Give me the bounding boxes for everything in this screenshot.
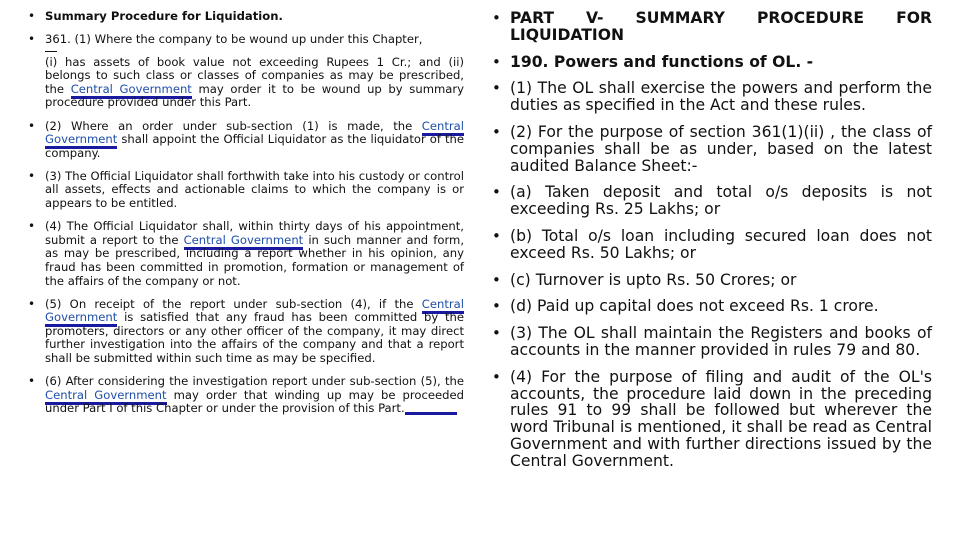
central-government-link: Central Government [71,82,192,99]
right-column [492,10,932,480]
list-item: • (c) Turnover is upto Rs. 50 Crores; or [492,270,797,289]
list-item: • (4) The Official Liquidator shall, within thirty days of his appointment, submit a report to the Central Government in such manner and form, as may be prescribed, including a report whether in his opinion, any fraud has been committed in promotion, formation or management of the affairs of the company or not. [28,219,464,288]
part-heading: PART V- SUMMARY PROCEDURE FOR LIQUIDATION [510,9,932,44]
bullet-icon: • [492,270,501,289]
bullet-icon: • [492,122,501,141]
bullet-icon: • [28,9,36,23]
list-item: • (2) Where an order under sub-section (1) is made, the Central Government shall appoint the Official Liquidator as the liquidator of the company. [28,118,464,160]
left-column [24,10,464,425]
underline-mark [405,412,457,415]
central-government-link: Central Government [45,297,464,328]
list-item [492,10,932,44]
bullet-icon: • [492,183,501,202]
list-item [492,54,932,71]
bullet-icon: • [28,374,36,389]
bullet-icon: • [492,79,501,98]
list-item: • (3) The Official Liquidator shall forthwith take into his custody or control all assets, effects and actionable claims to which the company is or appears to be entitled. [28,168,464,211]
list-item: • (5) On receipt of the report under sub-section (4), if the Central Government is satisfied that any fraud has been committed by the promoters, directors or any other officer of the company, it may direct further investigation into the affairs of the company and that a report shall be submitted within such time as may be specified. [28,296,464,365]
rule-heading: 190. Powers and functions of OL. - [510,52,814,71]
list-item: • 361. (1) Where the company to be wound up under this Chapter, (i) has assets of book value not exceeding Rupees 1 Cr.; and (ii) belongs to such class or classes of companies as may be prescribed, the Central Government may order it to be wound up by summary procedure provided under this Part. [28,32,465,110]
list-item: • (6) After considering the investigation report under sub-section (5), the Central Government may order that winding up may be proceeded under Part I of this Chapter or under the provision of this Part. [28,374,464,416]
bullet-icon: • [28,219,36,234]
section-heading: Summary Procedure for Liquidation. [45,9,283,23]
list-item: • (3) The OL shall maintain the Registers and books of accounts in the manner provided in rules 79 and 80. [492,324,932,359]
bullet-icon: • [492,226,501,245]
list-item: • (1) The OL shall exercise the powers and perform the duties as specified in the Act and these rules. [492,79,932,115]
bullet-icon: • [28,168,36,183]
bullet-icon: • [28,118,36,133]
central-government-link: Central Government [45,388,167,405]
central-government-link: Central Government [184,233,304,250]
left-bullet-list [24,10,464,416]
bullet-icon: • [28,32,36,47]
bullet-icon: • [492,52,501,71]
right-bullet-list [492,10,932,470]
bullet-icon: • [492,297,501,316]
list-item: • (4) For the purpose of filing and audit of the OL's accounts, the procedure laid down in the preceding rules 91 to 99 shall be followed but wherever the word Tribunal is mentioned, it shall be read as Central Government and with further directions issued by the Central Government. [492,367,932,470]
bullet-icon: • [492,9,501,27]
list-item [24,10,464,24]
bullet-icon: • [492,324,501,343]
list-item: • (a) Taken deposit and total o/s deposits is not exceeding Rs. 25 Lakhs; or [492,183,932,219]
dash-divider [45,51,57,52]
central-government-link: Central Government [45,119,464,150]
bullet-icon: • [492,367,501,386]
list-item: • (b) Total o/s loan including secured loan does not exceed Rs. 50 Lakhs; or [492,226,932,262]
section-361-intro: 361. (1) Where the company to be wound up under this Chapter, [45,32,423,47]
bullet-icon: • [28,296,36,311]
list-item: • (2) For the purpose of section 361(1)(ii) , the class of companies shall be as under, based on the latest audited Balance Sheet:- [492,122,932,175]
list-item: • (d) Paid up capital does not exceed Rs. 1 crore. [492,297,879,316]
